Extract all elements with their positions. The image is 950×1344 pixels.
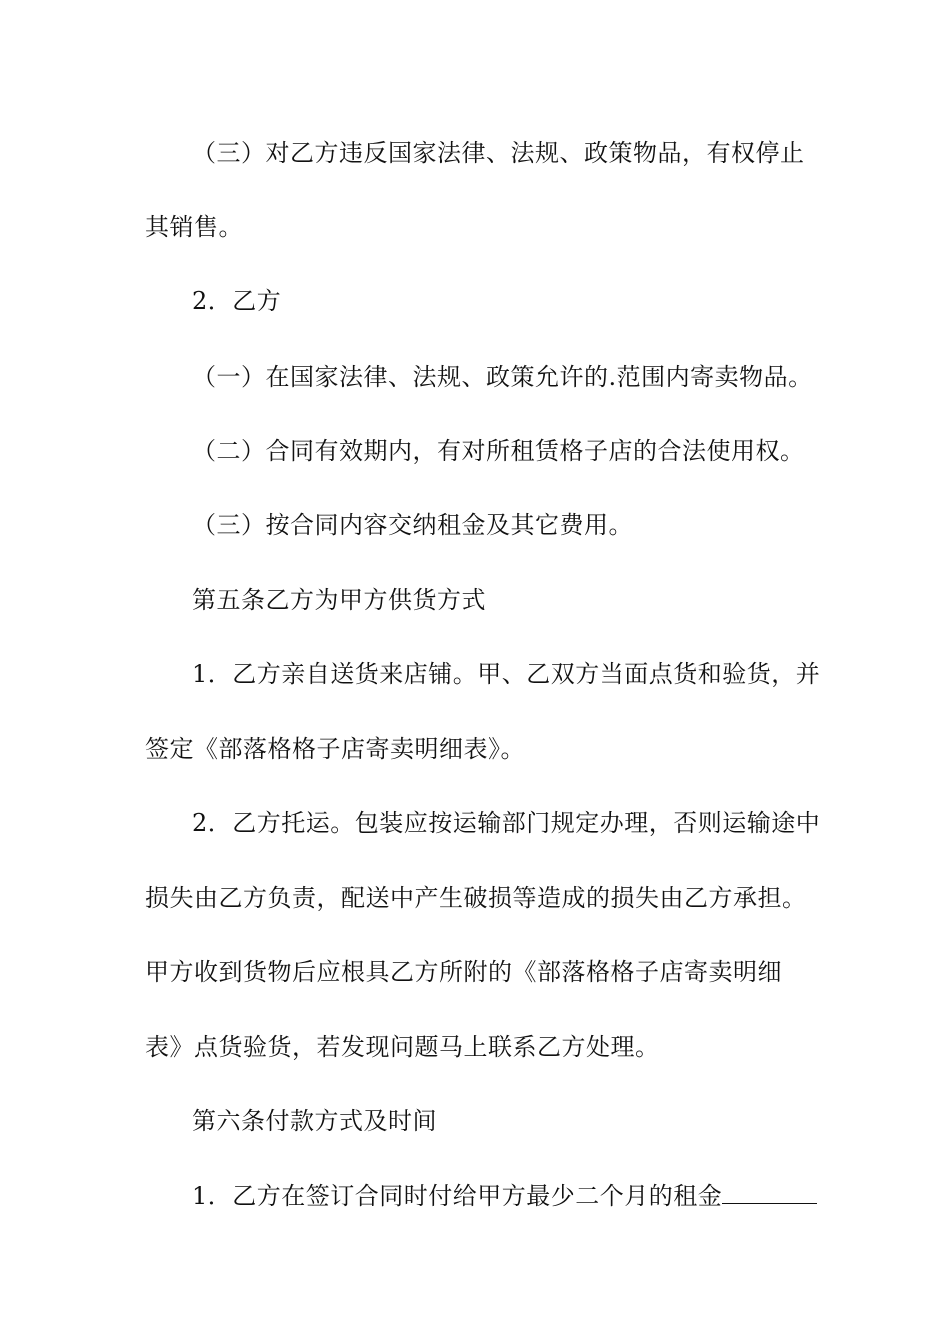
paragraph-line-text: 1．乙方在签订合同时付给甲方最少二个月的租金 xyxy=(192,1182,723,1210)
paragraph-line: 1．乙方亲自送货来店铺。甲、乙双方当面点货和验货，并 xyxy=(192,660,821,688)
paragraph-line: 签定《部落格格子店寄卖明细表》。 xyxy=(145,735,525,763)
paragraph-line: （三）按合同内容交纳租金及其它费用。 xyxy=(192,511,633,539)
paragraph-line-with-blank xyxy=(192,1181,807,1211)
paragraph-line: 损失由乙方负责，配送中产生破损等造成的损失由乙方承担。 xyxy=(145,884,807,912)
section-heading: 第六条付款方式及时间 xyxy=(192,1107,437,1135)
paragraph-line: （一）在国家法律、法规、政策允许的.范围内寄卖物品。 xyxy=(192,363,813,391)
paragraph-line: 甲方收到货物后应根具乙方所附的《部落格格子店寄卖明细 xyxy=(145,958,782,986)
paragraph-line: 其销售。 xyxy=(145,213,243,241)
paragraph-line: 2．乙方托运。包装应按运输部门规定办理，否则运输途中 xyxy=(192,809,821,837)
paragraph-line: 2．乙方 xyxy=(192,287,282,315)
paragraph-line: 表》点货验货，若发现问题马上联系乙方处理。 xyxy=(145,1033,660,1061)
fill-in-blank xyxy=(722,1181,817,1204)
section-heading: 第五条乙方为甲方供货方式 xyxy=(192,586,486,614)
paragraph-line: （三）对乙方违反国家法律、法规、政策物品，有权停止 xyxy=(192,139,805,167)
paragraph-line: （二）合同有效期内，有对所租赁格子店的合法使用权。 xyxy=(192,437,805,465)
